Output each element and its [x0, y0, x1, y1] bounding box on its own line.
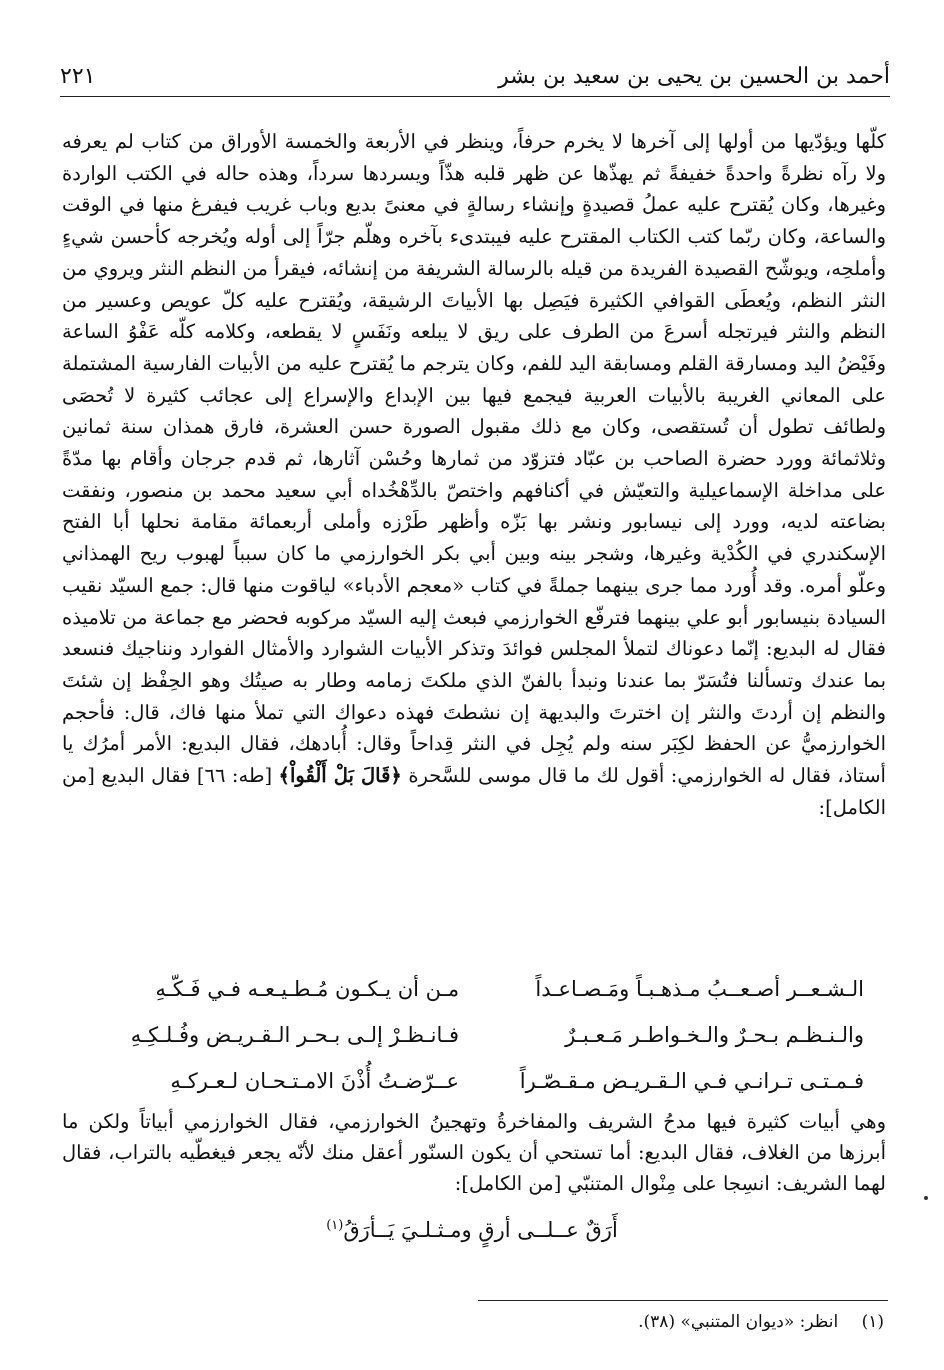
poem-verse: [100, 966, 864, 1012]
verse-second-hemistich: فـانـظـرْ إلـى بـحـر الـقـريـض وفُـلـكِـهِ: [130, 1023, 460, 1047]
quran-reference: [طه: ٦٦] فقال البديع [من الكامل]:: [62, 764, 886, 819]
scan-speck: [924, 1196, 928, 1200]
verse-first-hemistich: فـمـتـى تـرانـي فـي الـقـريـض مـقـصّـراً: [519, 1069, 864, 1093]
running-header: [60, 56, 890, 97]
body-paragraph: [62, 126, 886, 823]
main-text-block: [62, 126, 886, 823]
verse-second-hemistich: عــرّضـتُ أُذْنَ الامـتـحـان لـعـركـهِ: [170, 1069, 460, 1093]
poem-block: [100, 966, 864, 1104]
footnote-number: (١): [861, 1312, 884, 1332]
page-number: ٢٢١: [60, 63, 96, 89]
footnote-text: انظر: «ديوان المتنبي» (٣٨).: [638, 1312, 839, 1332]
continuation-text-block: [62, 1106, 886, 1199]
quoted-verse: [100, 1218, 844, 1242]
footnote-reference-marker: (١): [326, 1218, 344, 1233]
footnote-divider: [478, 1300, 888, 1301]
quoted-verse-text: أَرَقٌ عــلــى أرقٍ ومـثـلـيَ يَــأرَقُ: [343, 1218, 618, 1242]
verse-first-hemistich: الـشـعــر أصـعــبُ مـذهـبـاً ومَـصـاعـداً: [535, 977, 864, 1001]
body-paragraph: وهي أبيات كثيرة فيها مدحُ الشريف والمفاخرةُ وتهجينُ الخوارزمي، فقال الخوارزمي أبياتاً ولكن ما أبرزها من الغلاف، فقال البديع: أما تستحي أن يكون السنّور أعقل منك لأنّه يجعر فيغطّيه بالتراب، فقال لهما الشريف: انسِجا على مِنْوال المتنبّي [من الكامل]:: [62, 1110, 886, 1195]
running-title: أحمد بن الحسين بن يحيى بن سعيد بن بشر: [498, 63, 890, 89]
verse-first-hemistich: والـنـظـم بـحـرٌ والـخـواطـر مَـعـبـرٌ: [565, 1023, 864, 1047]
verse-second-hemistich: مـن أن يـكـون مُـطـيـعـه فـي فَـكّـهِ: [155, 977, 460, 1001]
poem-verse: [100, 1058, 864, 1104]
poem-verse: [100, 1012, 864, 1058]
paragraph-text: كلّها ويؤدّيها من أولها إلى آخرها لا يخرم حرفاً، وينظر في الأربعة والخمسة الأوراق من كتاب لم يعرفه ولا رآه نظرةً واحدةً خفيفةً ثم يهذّها عن ظهر قلبه هذّاً ويسردها سرداً، وهذه حاله في الكتب الواردة وغيرها، وكان يُقترح عليه عملُ قصيدةٍ وإنشاء رسالةٍ في معنىً بديع وباب غريب فيفرغ منها في الوقت والساعة، وكان ربّما كتب الكتاب المقترح عليه فيبتدىء بآخره وهلّم جرّاً إلى أوله ويُخرجه كأحسن شيءٍ وأملحِه، ويوشّح القصيدة الفريدة من قيله بالرسالة الشريفة من إنشائه، فيقرأ من النظم النثر ويروي من النثر النظم، ويُعطَى القوافي الكثيرة فيَصِل بها الأبياتَ الرشيقة، ويُقترح عليه كلّ عويص وعسير من النظم والنثر فيرتجله أسرعَ من الطرف على ريق لا يبلعه ونَفَسٍ لا يقطعه، وكلامه كلّه عَفْوُ الساعة وفَيْضُ اليد ومسارقة القلم ومسابقة اليد للفم، وكان يترجم ما يُقترح عليه من الأبيات الفارسية المشتملة على المعاني الغريبة بالأبيات العربية فيجمع فيها بين الإبداع والإسراع إلى عجائب كثيرة لا تُحصَى ولطائف تطول أن تُستقصى، وكان مع ذلك مقبول الصورة حسن العشرة، فارق همذان سنة ثمانين وثلاثمائة وورد حضرة الصاحب بن عبّاد فتزوّد من ثمارها وحُسْن آثارها، ثم قدم جرجان وأقام بها مدّةً على مداخلة الإسماعيلية والتعيّش في أكنافهم واختصّ بالدِّهْخُداه أبي سعيد محمد بن منصور، ونفقت بضاعته لديه، وورد إلى نيسابور ونشر بها بَزّه وأظهر طَرْزه وأملى أربعمائة مقامة نحلها أبا الفتح الإسكندري في الكُدْية وغيرها، وشجر بينه وبين أبي بكر الخوارزمي ما كان سبباً لهبوب ريح الهمذاني وعلّو أمره. وقد أُورد مما جرى بينهما جملةً في كتاب «معجم الأدباء» لياقوت منها قال: جمع السيّد نقيب السيادة بنيسابور أبو علي بينهما فترفّع الخوارزمي فبعث إليه السيّد مركوبه فحضر مع جماعة من تلاميذه فقال له البديع: إنّما دعوناك لتملأ المجلس فوائدَ وتذكر الأبيات الشوارد والأمثال الفوارد ونناجيك فنسعد بما عندك وتسألنا فتُسَرّ بما عندنا ونبدأ بالفنّ الذي ملكتَ زمامه وطار به صيتُك وهو الحِفْظ إن شئتَ والنظم إن أردتَ والنثر إن اخترتَ والبديهة إن نشطتَ فهذه دعواك التي تملأ منها فاك، قال: فأحجم الخوارزميُّ عن الحفظ لكِبَر سنه ولم يُجِل في النثر قِداحاً وقال: أُبادهك، فقال البديع: الأمر أمرُك يا أستاذ، فقال له الخوارزمي: أقول لك ما قال موسى للسَّحرة: [62, 130, 886, 788]
quran-quote: ﴿قَالَ بَلْ أَلْقُواْ﴾: [278, 764, 402, 788]
footnote: [60, 1312, 884, 1332]
